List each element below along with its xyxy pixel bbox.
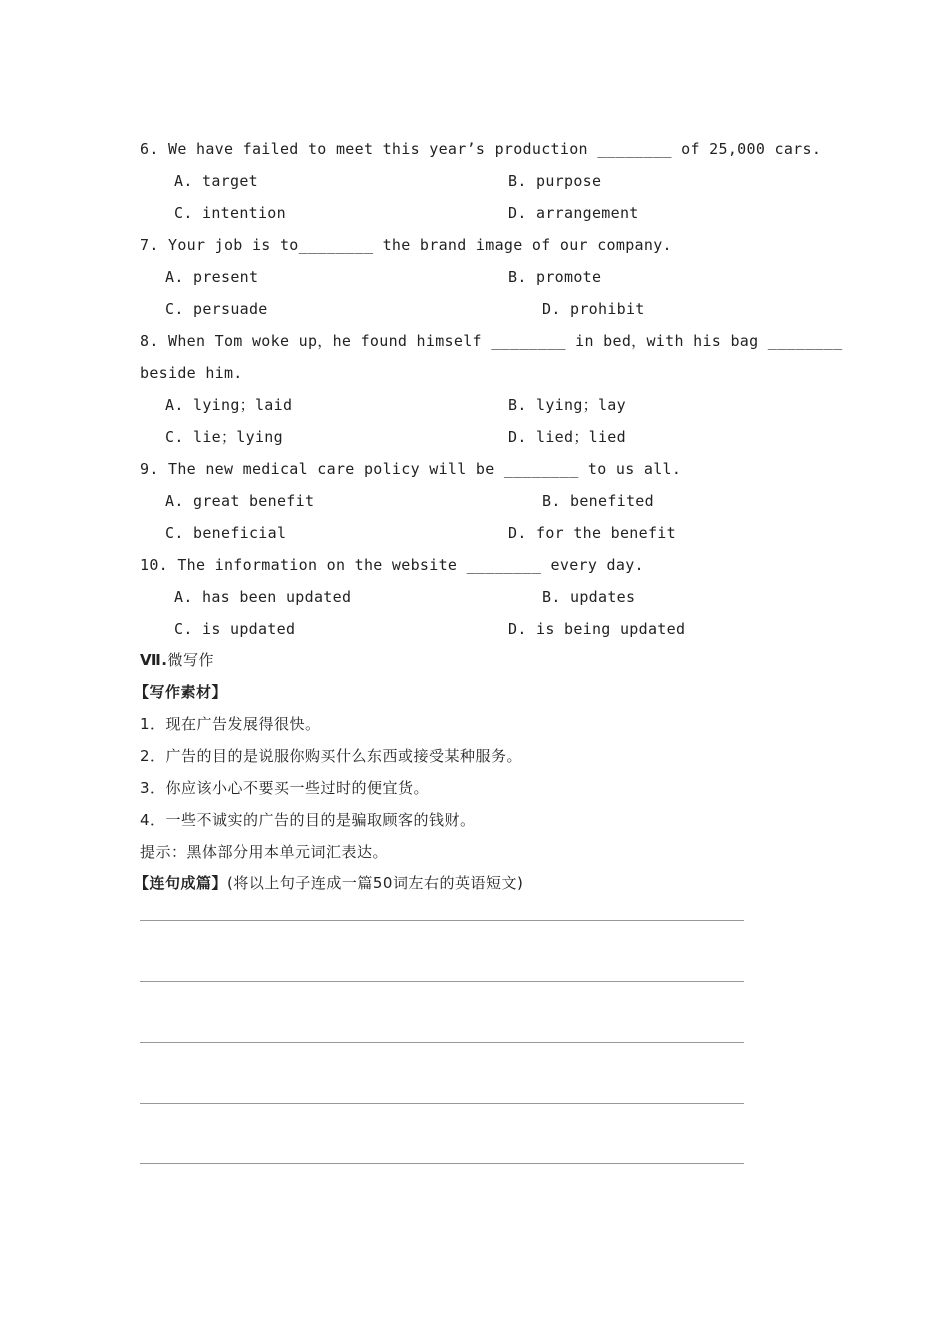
answer-line-4[interactable] xyxy=(140,1103,744,1104)
question-8-stem-continued: beside him. xyxy=(140,364,243,382)
question-10-option-d: D. is being updated xyxy=(508,620,686,638)
question-8-stem: 8. When Tom woke up，he found himself ________ in bed，with his bag ________ xyxy=(140,332,843,350)
question-6-option-d: D. arrangement xyxy=(508,204,639,222)
question-8-option-b: B. lying；lay xyxy=(508,396,626,414)
question-10-option-c: C. is updated xyxy=(174,620,296,638)
question-10-option-b: B. updates xyxy=(542,588,636,606)
compose-heading-line xyxy=(134,873,523,893)
question-8-option-c: C. lie；lying xyxy=(165,428,283,446)
compose-instruction: (将以上句子连成一篇50词左右的英语短文) xyxy=(227,874,524,892)
answer-line-5[interactable] xyxy=(140,1163,744,1164)
question-9-option-a: A. great benefit xyxy=(165,492,315,510)
section-7-heading xyxy=(140,650,214,670)
material-item-1: 1．现在广告发展得很快。 xyxy=(140,715,321,733)
question-9-option-d: D. for the benefit xyxy=(508,524,676,542)
question-7-option-b: B. promote xyxy=(508,268,602,286)
answer-line-1[interactable] xyxy=(140,920,744,921)
hint-text: 提示：黑体部分用本单元词汇表达。 xyxy=(140,843,389,861)
question-6-option-c: C. intention xyxy=(174,204,286,222)
question-9-option-c: C. beneficial xyxy=(165,524,287,542)
question-8-option-d: D. lied；lied xyxy=(508,428,626,446)
question-10-option-a: A. has been updated xyxy=(174,588,352,606)
section-7-number: Ⅶ. xyxy=(140,651,168,669)
material-heading: 【写作素材】 xyxy=(134,683,228,701)
question-7-option-d: D. prohibit xyxy=(542,300,645,318)
answer-line-3[interactable] xyxy=(140,1042,744,1043)
question-6-stem: 6. We have failed to meet this year’s production ________ of 25,000 cars. xyxy=(140,140,822,158)
question-6-option-a: A. target xyxy=(174,172,258,190)
compose-heading: 【连句成篇】 xyxy=(134,874,228,892)
answer-line-2[interactable] xyxy=(140,981,744,982)
material-item-3: 3．你应该小心不要买一些过时的便宜货。 xyxy=(140,779,430,797)
question-7-stem: 7. Your job is to________ the brand image of our company. xyxy=(140,236,672,254)
material-item-2: 2．广告的目的是说服你购买什么东西或接受某种服务。 xyxy=(140,747,523,765)
question-7-option-a: A. present xyxy=(165,268,259,286)
question-8-option-a: A. lying；laid xyxy=(165,396,293,414)
question-9-stem: 9. The new medical care policy will be ________ to us all. xyxy=(140,460,682,478)
question-6-option-b: B. purpose xyxy=(508,172,602,190)
question-10-stem: 10. The information on the website ________ every day. xyxy=(140,556,644,574)
material-item-4: 4．一些不诚实的广告的目的是骗取顾客的钱财。 xyxy=(140,811,476,829)
section-7-title: 微写作 xyxy=(167,651,214,669)
question-9-option-b: B. benefited xyxy=(542,492,654,510)
question-7-option-c: C. persuade xyxy=(165,300,268,318)
